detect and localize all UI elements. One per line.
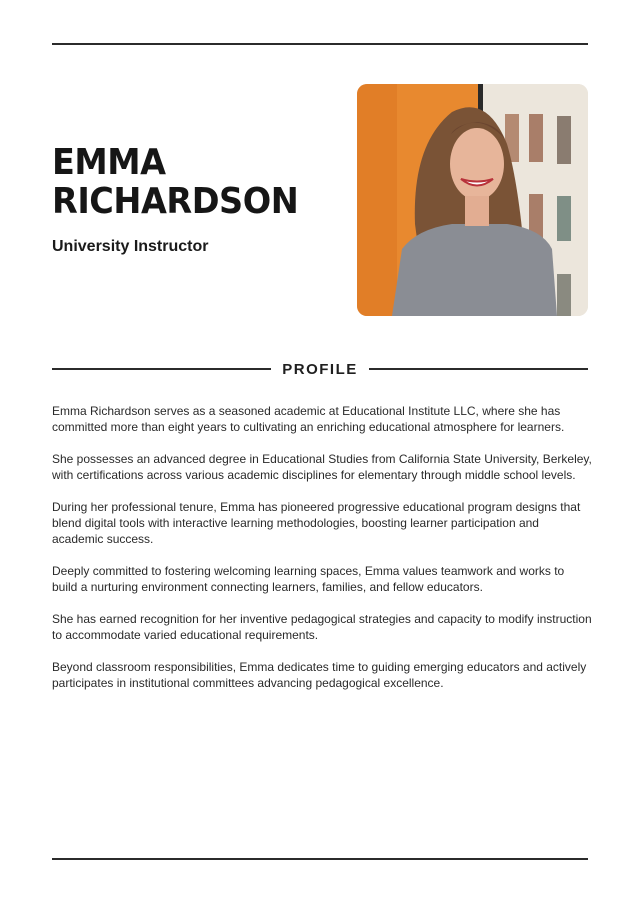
profile-section-header bbox=[52, 359, 588, 379]
job-title: University Instructor bbox=[52, 238, 209, 255]
heading-rule-left bbox=[52, 368, 271, 370]
profile-paragraph: Emma Richardson serves as a seasoned academic at Educational Institute LLC, where she has committed more than eight years to cultivating an enriching educational atmosphere for learners. bbox=[52, 404, 565, 434]
heading-rule-right bbox=[369, 368, 588, 370]
profile-paragraph: During her professional tenure, Emma has pioneered progressive educational program designs that blend digital tools with interactive learning methodologies, boosting learner participation and academic success. bbox=[52, 500, 581, 546]
profile-heading: PROFILE bbox=[282, 360, 358, 378]
top-divider bbox=[52, 43, 588, 45]
profile-body bbox=[52, 403, 592, 707]
first-name: EMMA bbox=[52, 142, 166, 183]
profile-paragraph: She has earned recognition for her inventive pedagogical strategies and capacity to modify instruction to accommodate varied educational requirements. bbox=[52, 612, 592, 642]
bottom-divider bbox=[52, 858, 588, 860]
profile-photo bbox=[357, 84, 588, 316]
last-name: RICHARDSON bbox=[52, 181, 299, 222]
profile-paragraph: She possesses an advanced degree in Educational Studies from California State University, Berkeley, with certifications across various academic disciplines for elementary through middle school levels. bbox=[52, 452, 592, 482]
person-name bbox=[52, 143, 298, 221]
profile-paragraph: Deeply committed to fostering welcoming learning spaces, Emma values teamwork and works to build a nurturing environment connecting learners, families, and fellow educators. bbox=[52, 564, 565, 594]
portrait-illustration bbox=[357, 84, 588, 316]
profile-paragraph: Beyond classroom responsibilities, Emma dedicates time to guiding emerging educators and actively participates in institutional committees advancing pedagogical excellence. bbox=[52, 660, 587, 690]
